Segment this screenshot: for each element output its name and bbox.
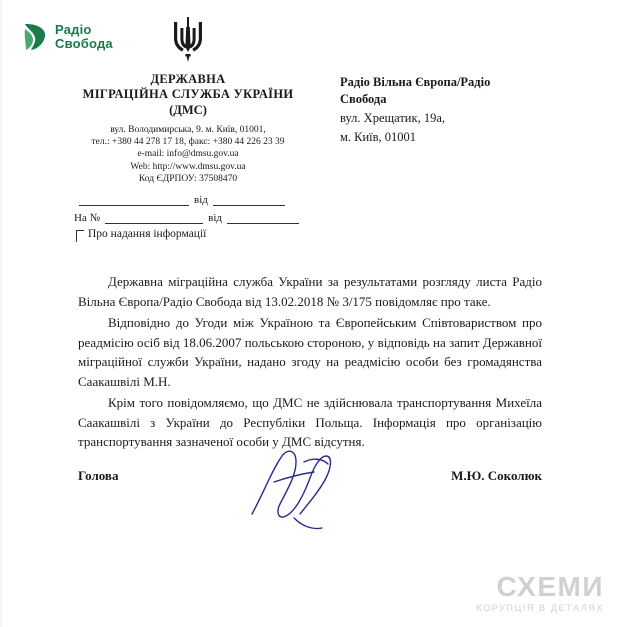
reference-date-rule (213, 195, 285, 206)
reply-reference-row (74, 206, 304, 224)
subject-line (76, 228, 206, 242)
watermark-title: СХЕМИ (496, 571, 604, 602)
reference-number-rule (79, 195, 189, 206)
letterhead-contacts (74, 124, 302, 185)
watermark-subtitle: КОРУПЦІЯ В ДЕТАЛЯХ (476, 603, 604, 613)
signer-position: Голова (78, 468, 119, 483)
contact-address: вул. Володимирська, 9. м. Київ, 01001, (110, 125, 266, 135)
addressee-name-line-1: Радіо Вільна Європа/Радіо (340, 75, 491, 89)
addressee-block (340, 74, 590, 146)
reference-block (74, 188, 304, 224)
radio-liberty-wordmark (55, 23, 113, 51)
watermark (476, 572, 604, 613)
addressee-address-line-1: вул. Хрещатик, 19а, (340, 111, 445, 125)
body-paragraph-3: Крім того повідомляємо, що ДМС не здійснювала транспортування Михеїла Саакашвілі з України до Республіки Польща. Інформація про організацію транспортування зазначеної особи у ДМС відсутня. (78, 395, 542, 449)
addressee-address-line-2: м. Київ, 01001 (340, 130, 417, 144)
addressee-name-line-2: Свобода (340, 92, 387, 106)
signer-name: М.Ю. Соколюк (451, 468, 542, 483)
document-body (78, 272, 542, 452)
reply-date-label: від (208, 212, 222, 224)
reference-number-row (74, 188, 304, 206)
logo-line-2: Свобода (55, 36, 113, 51)
reference-from-label: від (194, 194, 208, 206)
reply-label: На № (74, 212, 101, 224)
subject-text: Про надання інформації (88, 228, 207, 240)
body-paragraph-1: Державна міграційна служба України за результатами розгляду листа Радіо Вільна Європа/Радіо Свобода від 13.02.2018 № 3/175 повідомляє про таке. (78, 274, 542, 309)
radio-liberty-mark-icon (22, 22, 48, 52)
subject-bracket-icon (76, 230, 84, 242)
signature-row (78, 468, 542, 484)
letterhead-title-line-3: (ДМС) (169, 103, 207, 117)
logo-line-1: Радіо (55, 22, 92, 37)
handwritten-signature-icon (238, 442, 368, 542)
letterhead-title-line-2: МІГРАЦІЙНА СЛУЖБА УКРАЇНИ (82, 87, 294, 101)
radio-liberty-logo (22, 22, 113, 52)
letterhead-title-line-1: ДЕРЖАВНА (150, 72, 226, 86)
contact-email: e-mail: info@dmsu.gov.ua (137, 149, 239, 160)
reply-date-rule (227, 213, 299, 224)
body-paragraph-2: Відповідно до Угоди між Україною та Європейським Співтовариством про реадмісію осіб від 18.06.2007 польською стороною, у відповідь на запит Державної міграційної служби України, надано згоду на реадмісію особи без громадянства Саакашвілі М.Н. (78, 315, 542, 389)
contact-phone: тел.: +380 44 278 17 18, факс: +380 44 226 23 39 (91, 137, 285, 148)
ukraine-trident-emblem-icon (168, 14, 208, 66)
reply-number-rule (105, 213, 203, 224)
contact-web: Web: http://www.dmsu.gov.ua (130, 161, 246, 172)
page-edge-shadow (0, 0, 3, 627)
letterhead (74, 72, 302, 185)
contact-edrpou: Код ЄДРПОУ: 37508470 (138, 173, 238, 184)
